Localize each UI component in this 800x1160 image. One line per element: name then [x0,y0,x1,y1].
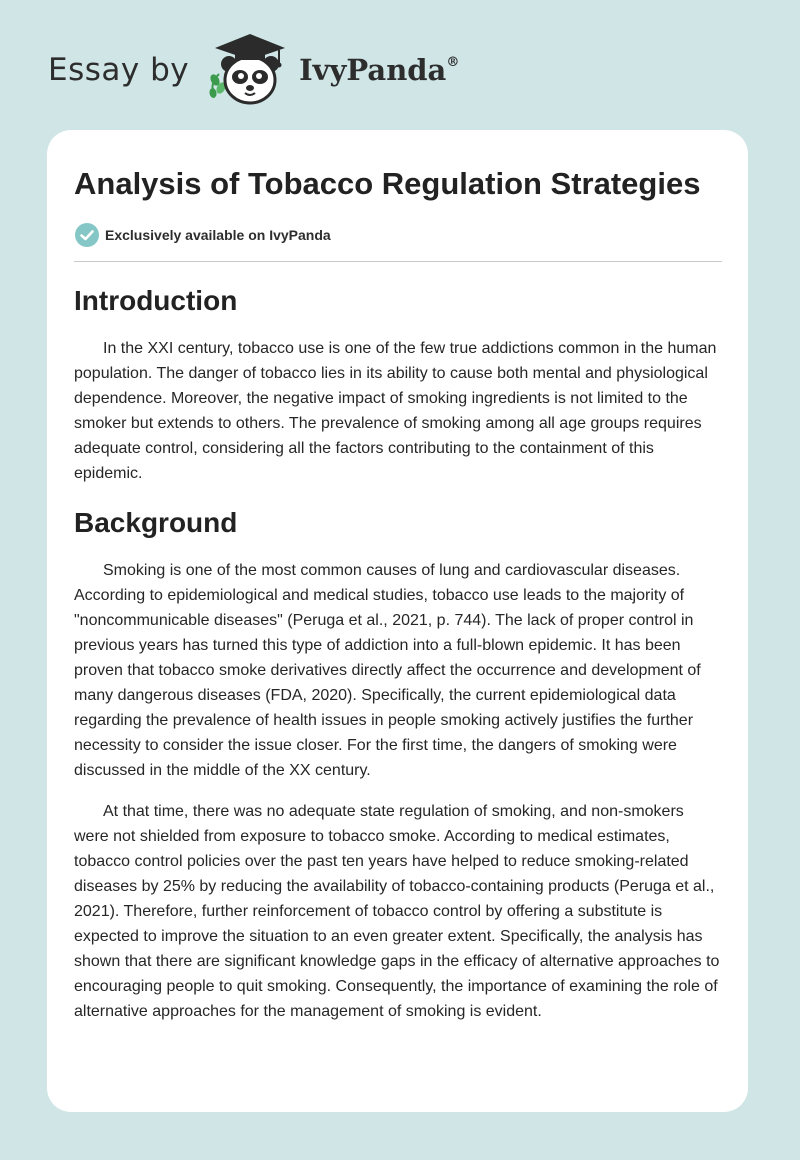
panda-graduate-icon[interactable] [205,30,295,110]
essay-by-label: Essay by [48,52,190,88]
paragraph: In the XXI century, tobacco use is one of the few true addictions common in the human population. The danger of tobacco lies in its ability to cause both mental and physiological dependence. Moreover, the negative impact of smoking ingredients is not limited to the smoker but extends to others. The prevalence of smoking among all age groups requires adequate control, considering all the factors contributing to the containment of this epidemic. [74,340,717,482]
exclusive-badge [74,222,722,248]
check-circle-icon [74,222,100,248]
paragraph: Smoking is one of the most common causes of lung and cardiovascular diseases. According to epidemiological and medical studies, tobacco use leads to the majority of "noncommunicable diseases" (Peruga et al., 2021, p. 744). The lack of proper control in previous years has turned this type of addiction into a full-blown epidemic. It has been proven that tobacco smoke derivatives directly affect the occurrence and development of many dangerous diseases (FDA, 2020). Specifically, the current epidemiological data regarding the prevalence of health issues in people smoking actively justifies the further necessity to consider the issue closer. For the first time, the dangers of smoking were discussed in the middle of the XX century. [74,562,701,779]
exclusive-badge-label: Exclusively available on IvyPanda [105,227,331,243]
section-heading-background: Background [74,507,238,538]
article-title: Analysis of Tobacco Regulation Strategies [74,166,701,201]
section-heading-introduction: Introduction [74,285,238,316]
paragraph: At that time, there was no adequate state regulation of smoking, and non-smokers were not shielded from exposure to tobacco smoke. According to medical estimates, tobacco control policies over the past ten years have helped to reduce smoking-related diseases by 25% by reducing the availability of tobacco-containing products (Peruga et al., 2021). Therefore, further reinforcement of tobacco control by offering a substitute is expected to improve the situation to an even greater extent. Specifically, the analysis has shown that there are significant knowledge gaps in the efficacy of alternative approaches to encouraging people to quit smoking. Consequently, the importance of examining the role of alternative approaches for the management of smoking is evident. [74,803,720,1020]
brand-name[interactable]: IvyPanda® [299,53,460,87]
site-header [48,30,459,110]
divider [74,261,722,262]
article-card [47,130,748,1112]
registered-mark: ® [446,55,460,70]
